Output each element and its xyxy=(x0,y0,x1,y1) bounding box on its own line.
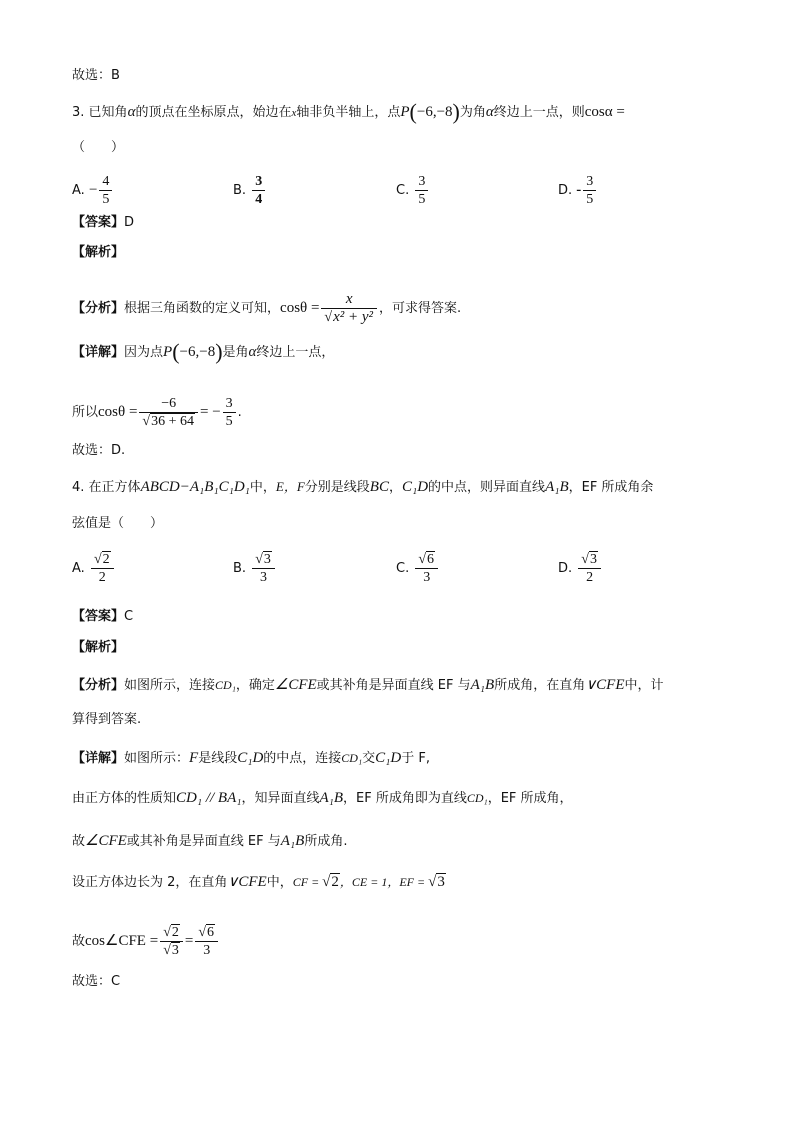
denominator: 3 xyxy=(195,941,218,959)
detail-a: 因为点 xyxy=(124,345,164,360)
triangle-cfe: ∨CFE xyxy=(227,874,267,890)
line2-a: 由正方体的性质知 xyxy=(72,791,177,806)
detail-e: 于 F, xyxy=(401,751,430,766)
fenxi-tag: 【分析】 xyxy=(72,301,125,316)
fenxi-e: 中，计 xyxy=(624,678,664,693)
q3-fenxi xyxy=(72,291,461,326)
angle-cfe: ∠CFE xyxy=(85,833,127,849)
q3-option-a xyxy=(72,173,114,208)
right-paren: ) xyxy=(452,99,460,124)
option-fraction xyxy=(415,173,428,208)
line3-b: 或其补角是异面直线 EF 与 xyxy=(126,834,281,849)
right-paren: ) xyxy=(215,339,223,364)
left-paren: ( xyxy=(172,339,180,364)
q4-stem-line2: 弦值是（ ） xyxy=(72,516,164,531)
option-label: C. xyxy=(396,183,410,198)
option-label: D. xyxy=(558,561,573,576)
option-fraction xyxy=(99,173,112,208)
q3-detail xyxy=(72,339,335,364)
radicand: 36 + 64 xyxy=(151,414,194,429)
answer-tag: 【答案】 xyxy=(72,609,125,624)
numerator: 3 xyxy=(586,174,594,189)
option-label: B. xyxy=(233,183,247,198)
q4-line4 xyxy=(72,873,446,892)
q4-fenxi xyxy=(72,676,664,695)
segment-c1d: C₁D xyxy=(401,479,429,495)
q4-detail xyxy=(72,749,430,768)
q3-text-e: 终边上一点，则 xyxy=(493,105,585,120)
segment-bc: BC xyxy=(369,479,389,495)
numerator: √3 xyxy=(581,552,597,567)
q4-option-d xyxy=(558,551,603,586)
fenxi-a: 如图所示，连接 xyxy=(124,678,216,693)
q3-option-c xyxy=(396,173,430,208)
fraction-2 xyxy=(195,924,218,959)
q3-number: 3. xyxy=(72,105,85,120)
points-ef: E，F xyxy=(275,479,305,494)
option-label: A. xyxy=(72,561,85,576)
q3-so-line xyxy=(72,395,242,430)
denominator: √36 + 64 xyxy=(139,412,198,430)
fenxi-text: 根据三角函数的定义可知， xyxy=(124,301,281,316)
period: . xyxy=(237,405,242,420)
fenxi-tail: ，可求得答案. xyxy=(379,301,462,316)
detail-a: 如图所示： xyxy=(124,751,190,766)
q4-number: 4. xyxy=(72,480,85,495)
denominator: 3 xyxy=(252,568,275,586)
q3-text-d: 为角 xyxy=(459,105,486,120)
q3-final: 故选：D. xyxy=(72,443,126,458)
line-a1b: A₁B xyxy=(319,790,344,806)
q4-text-d: 的中点，则异面直线 xyxy=(428,480,546,495)
radicand: 6 xyxy=(207,925,215,940)
point-p: P xyxy=(400,104,410,120)
ef-label: EF = xyxy=(399,875,429,889)
line5-a: 故 xyxy=(72,934,86,949)
option-fraction xyxy=(578,551,601,586)
numerator: 3 xyxy=(418,174,426,189)
fenxi-d: 所成角，在直角 xyxy=(494,678,586,693)
radicand: 3 xyxy=(171,943,179,958)
detail-b: 是线段 xyxy=(198,751,238,766)
denominator: 2 xyxy=(578,568,601,586)
line2-b: ，知异面直线 xyxy=(241,791,320,806)
numerator: √6 xyxy=(418,552,435,567)
q3-blank: （ ） xyxy=(72,140,125,155)
so-fraction xyxy=(139,395,198,430)
line3-c: 所成角. xyxy=(304,834,348,849)
option-fraction xyxy=(91,551,114,586)
segment-c1d: C₁D xyxy=(237,750,264,766)
radicand: 3 xyxy=(263,552,271,567)
q3-text-a: 已知角 xyxy=(88,105,128,120)
radicand: 2 xyxy=(102,552,110,567)
point-coords: −6,−8 xyxy=(416,104,453,120)
option-label: B. xyxy=(233,561,247,576)
denominator: 4 xyxy=(252,190,265,208)
numerator: −6 xyxy=(161,396,177,411)
line3-a: 故 xyxy=(72,834,86,849)
detail-tag: 【详解】 xyxy=(72,751,125,766)
fenxi-tag: 【分析】 xyxy=(72,678,125,693)
q4-stem xyxy=(72,478,653,497)
q3-option-d xyxy=(558,173,598,208)
angle-cfe: ∠CFE xyxy=(274,677,317,693)
result-fraction xyxy=(223,395,236,430)
line4-a: 设正方体边长为 2，在直角 xyxy=(72,875,228,890)
equals: = xyxy=(184,933,194,949)
q4-analysis-tag: 【解析】 xyxy=(72,640,125,655)
q4-line3 xyxy=(72,832,347,851)
q3-option-b xyxy=(233,173,267,208)
q4-text-b: 中， xyxy=(249,480,276,495)
answer-value: D xyxy=(124,215,135,230)
detail-d: 交 xyxy=(362,751,376,766)
option-fraction xyxy=(415,551,438,586)
q3-answer xyxy=(72,214,134,232)
q4-text-a: 在正方体 xyxy=(88,480,141,495)
alpha-symbol: α xyxy=(248,344,257,360)
alpha-symbol-2: α xyxy=(485,104,494,120)
answer-tag: 【答案】 xyxy=(72,215,125,230)
answer-value: C xyxy=(124,609,134,624)
q4-line2 xyxy=(72,789,573,808)
fraction-1 xyxy=(160,924,183,959)
q4-text-c: 分别是线段 xyxy=(304,480,370,495)
cos-angle: cos∠CFE = xyxy=(85,933,159,949)
radicand: 2 xyxy=(171,925,179,940)
fenxi-c: 或其补角是异面直线 EF 与 xyxy=(316,678,471,693)
radicand: x² + y² xyxy=(333,309,374,325)
q3-text-c: 轴非负半轴上，点 xyxy=(296,105,401,120)
q4-text-e: ，EF 所成角余 xyxy=(568,480,654,495)
q3-analysis-tag: 【解析】 xyxy=(72,245,125,260)
denominator: 5 xyxy=(223,412,236,430)
line2-d: ，EF 所成角， xyxy=(487,791,573,806)
segment-cd1: CD₁ xyxy=(341,751,363,765)
denominator: 5 xyxy=(583,190,596,208)
option-fraction xyxy=(252,551,275,586)
detail-c: 终边上一点， xyxy=(256,345,335,360)
segment-cd1: CD₁ xyxy=(215,678,236,692)
numerator: √6 xyxy=(198,925,215,940)
q3-text-b: 的顶点在坐标原点，始边在 xyxy=(135,105,292,120)
q4-option-a xyxy=(72,551,116,586)
left-paren: ( xyxy=(409,99,417,124)
comma: ， xyxy=(388,480,402,495)
numerator: 4 xyxy=(102,174,110,189)
q2-answer-line: 故选：B xyxy=(72,68,120,83)
parallel-relation: CD₁ // BA₁ xyxy=(176,790,242,806)
option-fraction xyxy=(583,173,596,208)
alpha-symbol: α xyxy=(127,104,136,120)
option-sign: − xyxy=(88,182,98,198)
q3-stem xyxy=(72,99,625,124)
detail-tag: 【详解】 xyxy=(72,345,125,360)
denominator: 2 xyxy=(91,568,114,586)
point-p: P xyxy=(163,344,173,360)
denominator: √3 xyxy=(160,941,183,959)
denominator: 5 xyxy=(415,190,428,208)
numerator: √2 xyxy=(93,552,110,567)
point-f: F xyxy=(189,750,199,766)
radicand: 3 xyxy=(589,552,597,567)
q4-fenxi-line2: 算得到答案. xyxy=(72,712,142,727)
segment-cd1: CD₁ xyxy=(466,791,488,805)
fenxi-fraction xyxy=(321,291,377,326)
numerator: √2 xyxy=(163,925,179,940)
option-sign: - xyxy=(576,182,582,198)
numerator: x xyxy=(345,291,353,307)
option-label: C. xyxy=(396,561,410,576)
ef-value: √3 xyxy=(428,874,445,890)
denominator: √x² + y² xyxy=(321,308,377,326)
denominator: 3 xyxy=(415,568,438,586)
radicand: 2 xyxy=(331,874,339,890)
segment-c1d-2: C₁D xyxy=(375,750,402,766)
radicand: 6 xyxy=(427,552,435,567)
line-a1b: A₁B xyxy=(470,677,495,693)
cos-alpha: cosα = xyxy=(584,104,625,120)
line4-b: 中， xyxy=(266,875,293,890)
line2-c: ，EF 所成角即为直线 xyxy=(343,791,467,806)
detail-c: 的中点，连接 xyxy=(263,751,342,766)
so-text: 所以 xyxy=(72,405,99,420)
denominator: 5 xyxy=(99,190,112,208)
q4-final: 故选：C xyxy=(72,974,121,989)
line-a1b: A₁B xyxy=(280,833,305,849)
cube-name: ABCD−A₁B₁C₁D₁ xyxy=(140,479,250,495)
option-label: D. xyxy=(558,183,573,198)
cos-theta: cosθ = xyxy=(98,404,138,420)
cf-value: √2 xyxy=(322,874,339,890)
q4-option-b xyxy=(233,551,277,586)
q4-line5 xyxy=(72,924,220,959)
q4-option-c xyxy=(396,551,440,586)
x-axis-symbol: x xyxy=(291,107,297,119)
cf-label: CF = xyxy=(292,875,323,889)
numerator: 3 xyxy=(225,396,233,411)
numerator: √3 xyxy=(255,552,271,567)
line-a1b: A₁B xyxy=(545,479,569,495)
option-fraction xyxy=(252,173,265,208)
point-coords: −6,−8 xyxy=(179,344,216,360)
option-label: A. xyxy=(72,183,85,198)
cos-theta: cosθ = xyxy=(280,300,320,316)
detail-b: 是角 xyxy=(222,345,249,360)
radicand: 3 xyxy=(437,874,445,890)
q4-answer xyxy=(72,608,133,626)
fenxi-b: ，确定 xyxy=(235,678,275,693)
numerator: 3 xyxy=(255,174,263,189)
equals-minus: = − xyxy=(200,404,221,420)
ce-label: ，CE = 1， xyxy=(339,875,400,889)
triangle-cfe: ∨CFE xyxy=(585,677,625,693)
